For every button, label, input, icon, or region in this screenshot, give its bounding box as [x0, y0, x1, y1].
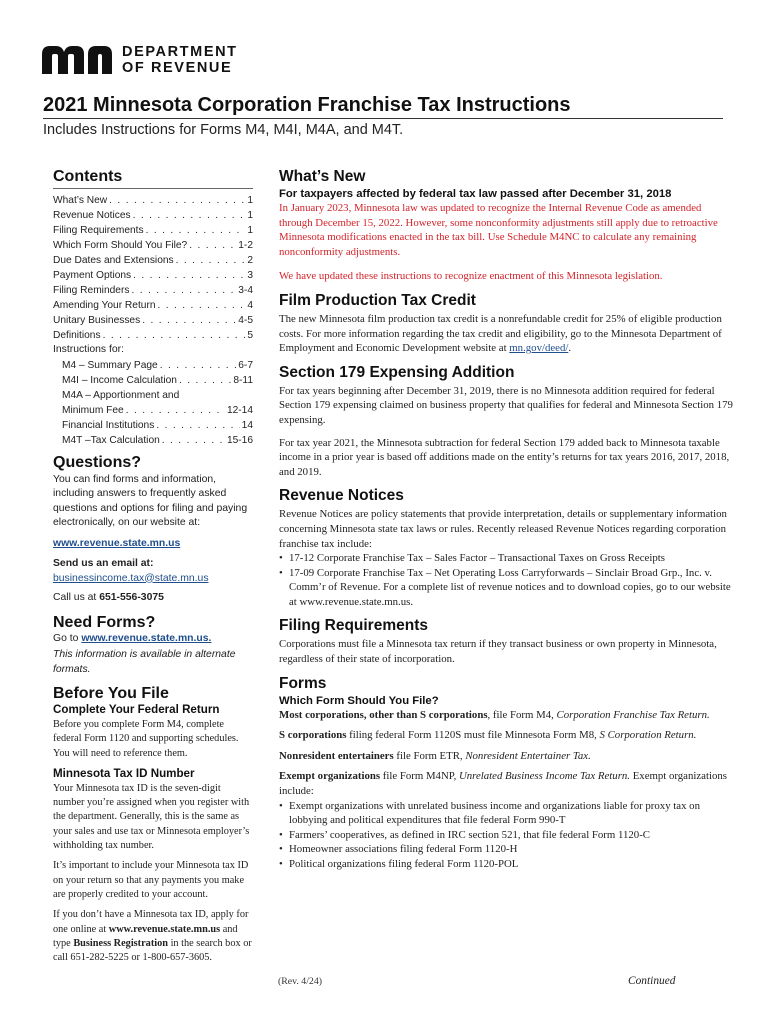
ex-form-title: Unrelated Business Income Tax Return. [458, 770, 630, 783]
complete-federal-text: Before you complete Form M4, complete federal Form 1120 and supporting schedules. You will need to reference them. [53, 719, 239, 759]
toc-entry[interactable] [53, 358, 253, 373]
toc-entry-page: 1 [247, 195, 253, 206]
revenue-notices-list [279, 551, 734, 609]
toc-entry[interactable] [53, 253, 253, 268]
ex-text: file Form M4NP, [380, 770, 459, 783]
taxid-paragraph-2: It’s important to include your Minnesota tax ID on your return so that any payments you make are properly credited to your account. [53, 860, 249, 900]
toc-entry[interactable] [53, 283, 253, 298]
filing-requirements-heading: Filing Requirements [279, 617, 428, 635]
toc-entry-label: What’s New [53, 195, 108, 206]
toc-entry-label: Financial Institutions [62, 419, 155, 431]
exempt-organizations-term: Exempt organizations [279, 770, 381, 783]
toc-leader [126, 403, 225, 418]
toc-entry-label: M4 – Summary Page [62, 359, 158, 371]
toc-entry[interactable] [53, 328, 253, 343]
revenue-notices-intro: Revenue Notices are policy statements that provide interpretation, details or supplementary information concerning Minnesota state tax laws or rules. Recently released Revenue Notices regarding corporation franchise tax include: [279, 508, 727, 550]
taxid-p3-b: and type [53, 923, 238, 949]
toc-entry-page: 2 [247, 255, 253, 266]
mn-logo-icon [42, 46, 112, 74]
need-forms-heading: Need Forms? [53, 613, 156, 631]
toc-entry[interactable] [53, 373, 253, 388]
s-form-title: S Corporation Return. [599, 729, 697, 742]
toc-entry-page: 3 [247, 270, 253, 281]
toc-entry-label: Which Form Should You File? [53, 240, 188, 251]
toc-entry-label: M4I – Income Calculation [62, 374, 177, 386]
forms-s-corporations [279, 728, 734, 743]
forms-most-corporations [279, 708, 734, 723]
toc-leader [156, 418, 239, 433]
taxid-paragraph-1: Your Minnesota tax ID is the seven-digit number you’re assigned when you register with the department. Generally, this is the same as your sales and use tax or Minnesota employer’s withholding tax number. [53, 782, 250, 852]
taxid-website: www.revenue.state.mn.us [108, 923, 221, 935]
s-corporations-term: S corporations [279, 729, 347, 742]
toc-entry-page: 6-7 [238, 359, 253, 371]
which-form-subheading: Which Form Should You File? [279, 694, 439, 707]
taxid-paragraph-3 [53, 908, 253, 965]
toc-leader [133, 268, 245, 283]
section-179-paragraph-2: For tax year 2021, the Minnesota subtraction for federal Section 179 added back to Minnesota taxable income in a prior year is based off additions made on the entity’s returns for tax years 2016, 2017, 2018, and 2019. [279, 436, 730, 478]
website-link[interactable]: www.revenue.state.mn.us [53, 537, 181, 549]
toc-leader [131, 283, 236, 298]
email-link[interactable]: businessincome.tax@state.mn.us [53, 572, 209, 584]
toc-leader [158, 298, 246, 313]
business-registration-term: Business Registration [73, 937, 168, 949]
instructions-for-label: Instructions for: [53, 344, 125, 355]
toc-entry[interactable] [53, 223, 253, 238]
toc-leader [142, 313, 236, 328]
nonresident-entertainers-term: Nonresident entertainers [279, 749, 394, 762]
film-text: The new Minnesota film production tax credit is a nonrefundable credit for 25% of eligible production costs. For more information regarding the tax credit and eligibility, go to the Minnesota Department of Employment and Economic Development website at [279, 312, 722, 355]
forms-nonresident-entertainers [279, 749, 734, 764]
most-form-title: Corporation Franchise Tax Return. [556, 708, 710, 721]
go-to-label: Go to [53, 632, 82, 644]
most-text: , file Form M4, [487, 708, 557, 721]
right-column [279, 168, 734, 872]
toc-leader [160, 358, 237, 373]
toc-leader [189, 238, 236, 253]
table-of-contents [53, 188, 253, 448]
toc-entry-page: 1 [247, 225, 253, 236]
toc-entry-page: 4-5 [238, 315, 253, 326]
film-end: . [568, 342, 572, 355]
toc-entry-page: 5 [247, 330, 253, 341]
toc-leader [109, 193, 245, 208]
list-item: • 17-09 Corporate Franchise Tax – Net Operating Loss Carryforwards – Sinclair Broad Grp., Inc. v. Comm’r of Revenue. For a complete list of revenue notices and to download copies, go to our website at www.revenue.state.mn.us. [279, 566, 734, 610]
toc-entry[interactable] [53, 193, 253, 208]
toc-entry-label: Minimum Fee [62, 404, 124, 416]
whats-new-heading: What’s New [279, 168, 366, 185]
filing-requirements-text: Corporations must file a Minnesota tax return if they transact business or own property in Minnesota, regardless of their state of incorporation. [279, 638, 717, 666]
mn-revenue-logo [42, 44, 242, 78]
toc-entry[interactable] [53, 433, 253, 448]
toc-entry-page: 8-11 [233, 374, 253, 386]
toc-entry[interactable] [53, 298, 253, 313]
left-column [53, 168, 253, 965]
taxid-heading: Minnesota Tax ID Number [53, 766, 195, 780]
list-item: • Exempt organizations with unrelated business income and organizations liable for proxy tax on lobbying and political expenditures that file federal Form 990-T [279, 799, 734, 828]
toc-leader [162, 433, 225, 448]
revision-date: (Rev. 4/24) [278, 976, 322, 987]
complete-federal-heading: Complete Your Federal Return [53, 703, 220, 716]
taxid-p3-a: If you don’t have a Minnesota tax ID, apply for one online at [53, 909, 249, 935]
whats-new-paragraph-1: In January 2023, Minnesota law was updated to recognize the Internal Revenue Code as amended through December 15, 2022. However, some nonconformity adjustments still apply due to retroactive Minnesota modifications enacted in the tax bill. Use Schedule M4NC to calculate any remaining nonconformity adjustments. [279, 202, 718, 258]
deed-link[interactable]: mn.gov/deed/ [509, 342, 569, 355]
ne-form-title: Nonresident Entertainer Tax. [465, 749, 591, 762]
toc-entry-label: Amending Your Return [53, 300, 156, 311]
toc-leader [146, 223, 246, 238]
s-text: filing federal Form 1120S must file Minnesota Form M8, [346, 729, 600, 742]
list-item: • Political organizations filing federal Form 1120-POL [279, 857, 734, 872]
toc-leader [133, 208, 246, 223]
list-item: • 17-12 Corporate Franchise Tax – Sales Factor – Transactional Taxes on Gross Receipts [279, 551, 734, 566]
toc-entry[interactable] [53, 403, 253, 418]
before-you-file-heading: Before You File [53, 685, 169, 702]
toc-entry[interactable] [53, 418, 253, 433]
toc-entry-label: Revenue Notices [53, 210, 131, 221]
toc-entry-label: M4T –Tax Calculation [62, 434, 160, 446]
toc-entry-label: Unitary Businesses [53, 315, 141, 326]
forms-exempt-organizations [279, 769, 734, 871]
questions-heading: Questions? [53, 453, 142, 471]
toc-entry[interactable] [53, 208, 253, 223]
toc-entry-label: Filing Requirements [53, 225, 144, 236]
toc-entry-page: 14 [241, 419, 253, 431]
section-179-paragraph-1: For tax years beginning after December 31, 2019, there is no Minnesota addition required for federal Section 179 expensing claimed on business property that qualifies for federal and Minnesota Section 179 expensing. [279, 384, 733, 426]
whats-new-paragraph-2: We have updated these instructions to recognize enactment of this Minnesota legislation. [279, 270, 663, 283]
ne-text: file Form ETR, [393, 749, 466, 762]
toc-entry-page: 4 [247, 300, 253, 311]
toc-entry[interactable] [53, 313, 253, 328]
page-title: 2021 Minnesota Corporation Franchise Tax Instructions [43, 94, 571, 116]
revenue-notices-text [279, 507, 734, 609]
toc-entry-page: 12-14 [226, 404, 253, 416]
toc-entry[interactable] [53, 268, 253, 283]
toc-entry[interactable] [53, 238, 253, 253]
list-item: • Homeowner associations filing federal Form 1120-H [279, 842, 734, 857]
film-credit-heading: Film Production Tax Credit [279, 291, 476, 309]
toc-entry-page: 1-2 [238, 240, 253, 251]
alternate-formats-note: This information is available in alternate formats. [53, 649, 236, 675]
phone-number: 651-556-3075 [99, 592, 164, 603]
continued-label: Continued [628, 975, 676, 987]
revenue-notices-heading: Revenue Notices [279, 487, 404, 505]
toc-entry-label: Payment Options [53, 270, 132, 281]
page-subtitle: Includes Instructions for Forms M4, M4I, M4A, and M4T. [43, 122, 404, 138]
toc-leader [176, 253, 246, 268]
toc-leader [179, 373, 231, 388]
toc-entry-label: Due Dates and Extensions [53, 255, 174, 266]
forms-website-link[interactable]: www.revenue.state.mn.us. [81, 632, 212, 644]
logo-line-2: OF REVENUE [122, 60, 233, 76]
phone-line [53, 591, 253, 606]
toc-entry-label-line: M4A – Apportionment and [62, 389, 180, 401]
forms-heading: Forms [279, 674, 327, 692]
whats-new-subheading: For taxpayers affected by federal tax law passed after December 31, 2018 [279, 188, 672, 200]
toc-entry-page: 15-16 [226, 434, 253, 446]
questions-text: You can find forms and information, including answers to frequently asked questions and options for filing and paying electronically, on our website at: [53, 473, 248, 528]
toc-entry-label: Filing Reminders [53, 285, 130, 296]
ex-tail: Exempt organizations include: [279, 770, 727, 798]
toc-entry-page: 1 [247, 210, 253, 221]
most-corporations-term: Most corporations, other than S corporations [279, 708, 488, 721]
call-prefix: Call us at [53, 592, 100, 603]
taxid-p3-c: in the search box or call 651-282-5225 or 1-800-657-3605. [53, 937, 252, 964]
email-label: Send us an email at: [53, 558, 154, 569]
title-divider [43, 118, 723, 119]
list-item: • Farmers’ cooperatives, as defined in IRC section 521, that file federal Form 1120-C [279, 828, 734, 843]
film-credit-text [279, 312, 734, 356]
exempt-organizations-list [279, 799, 734, 872]
contents-heading: Contents [53, 168, 123, 185]
section-179-heading: Section 179 Expensing Addition [279, 363, 515, 381]
toc-leader [103, 328, 246, 343]
logo-line-1: DEPARTMENT [122, 44, 238, 60]
need-forms-go-to [53, 632, 253, 647]
toc-entry-page: 3-4 [238, 285, 253, 296]
toc-entry-label: Definitions [53, 330, 101, 341]
